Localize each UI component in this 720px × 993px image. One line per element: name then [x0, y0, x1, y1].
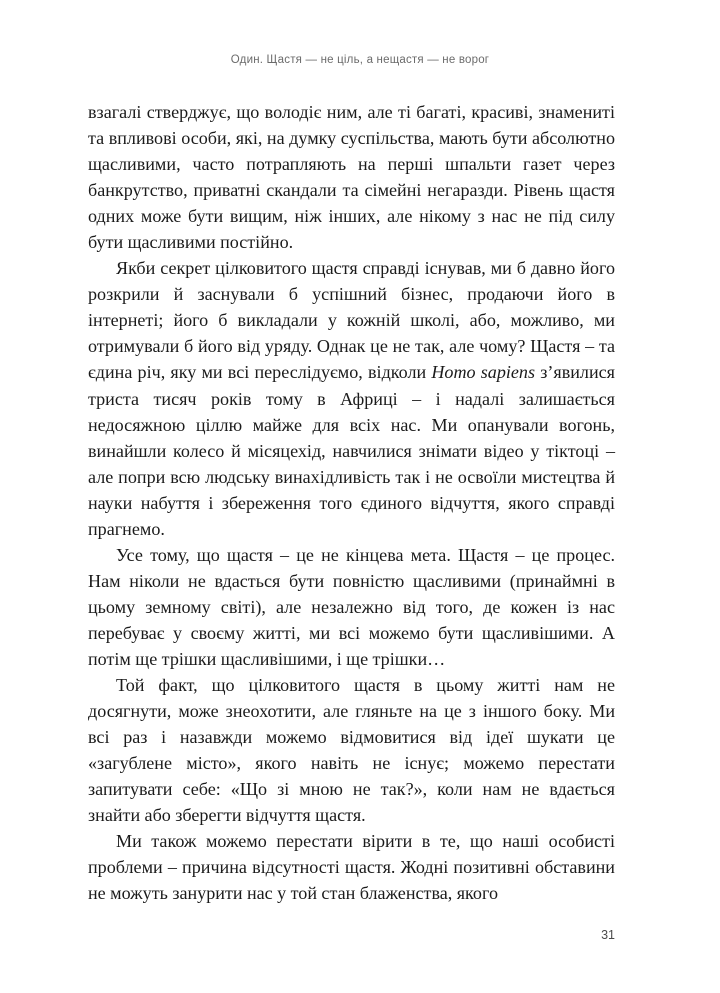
body-text-block	[88, 99, 615, 906]
paragraph: взагалі стверджує, що володіє ним, але ті багаті, красиві, знамениті та впливові особи, які, на думку суспільства, мають бути абсолютно щасливими, часто потрапляють на перші шпальти газет через банкрутство, приватні скандали та сімейні негаразди. Рівень щастя одних може бути вищим, ніж інших, але нікому з нас не під силу бути щасливими постійно.	[88, 102, 615, 253]
paragraph: Той факт, що цілковитого щастя в цьому житті нам не досягнути, може знеохотити, але гляньте на це з іншого боку. Ми всі раз і назавжди можемо відмовитися від ідеї шукати це «загублене місто», якого навіть не існує; можемо перестати запитувати себе: «Що зі мною не так?», коли нам не вдається знайти або зберегти відчуття щастя.	[88, 675, 615, 826]
running-head: Один. Щастя — не ціль, а нещастя — не ворог	[230, 54, 490, 66]
page-number: 31	[601, 928, 615, 942]
paragraph: Ми також можемо перестати вірити в те, що наші особисті проблеми – причина відсутності щастя. Жодні позитивні обставини не можуть занурити нас у той стан блаженства, якого	[88, 831, 615, 904]
paragraph: Якби секрет цілковитого щастя справді існував, ми б давно його розкрили й заснували б успішний бізнес, продаючи його в інтернеті; його б викладали у кожній школі, або, можливо, ми отримували б його від уряду. Однак це не так, але чому? Щастя – та єдина річ, яку ми всі переслідуємо, відколи Homo sapiens з’явилися триста тисяч років тому в Африці – і надалі залишається недосяжною ціллю майже для всіх нас. Ми опанували вогонь, винайшли колесо й місяцехід, навчилися знімати відео у тіктоці – але попри всю людську винахідливість так і не освоїли мистецтва й науки набуття і збереження того єдиного відчуття, якого справді прагнемо.	[88, 258, 615, 539]
paragraph: Усе тому, що щастя – це не кінцева мета. Щастя – це процес. Нам ніколи не вдасться бути повністю щасливими (принаймні в цьому земному світі), але незалежно від того, де кожен із нас перебуває у своєму житті, ми всі можемо бути щасливішими. А потім ще трішки щасливішими, і ще трішки…	[88, 544, 615, 669]
italic-term: Homo sapiens	[431, 362, 536, 383]
